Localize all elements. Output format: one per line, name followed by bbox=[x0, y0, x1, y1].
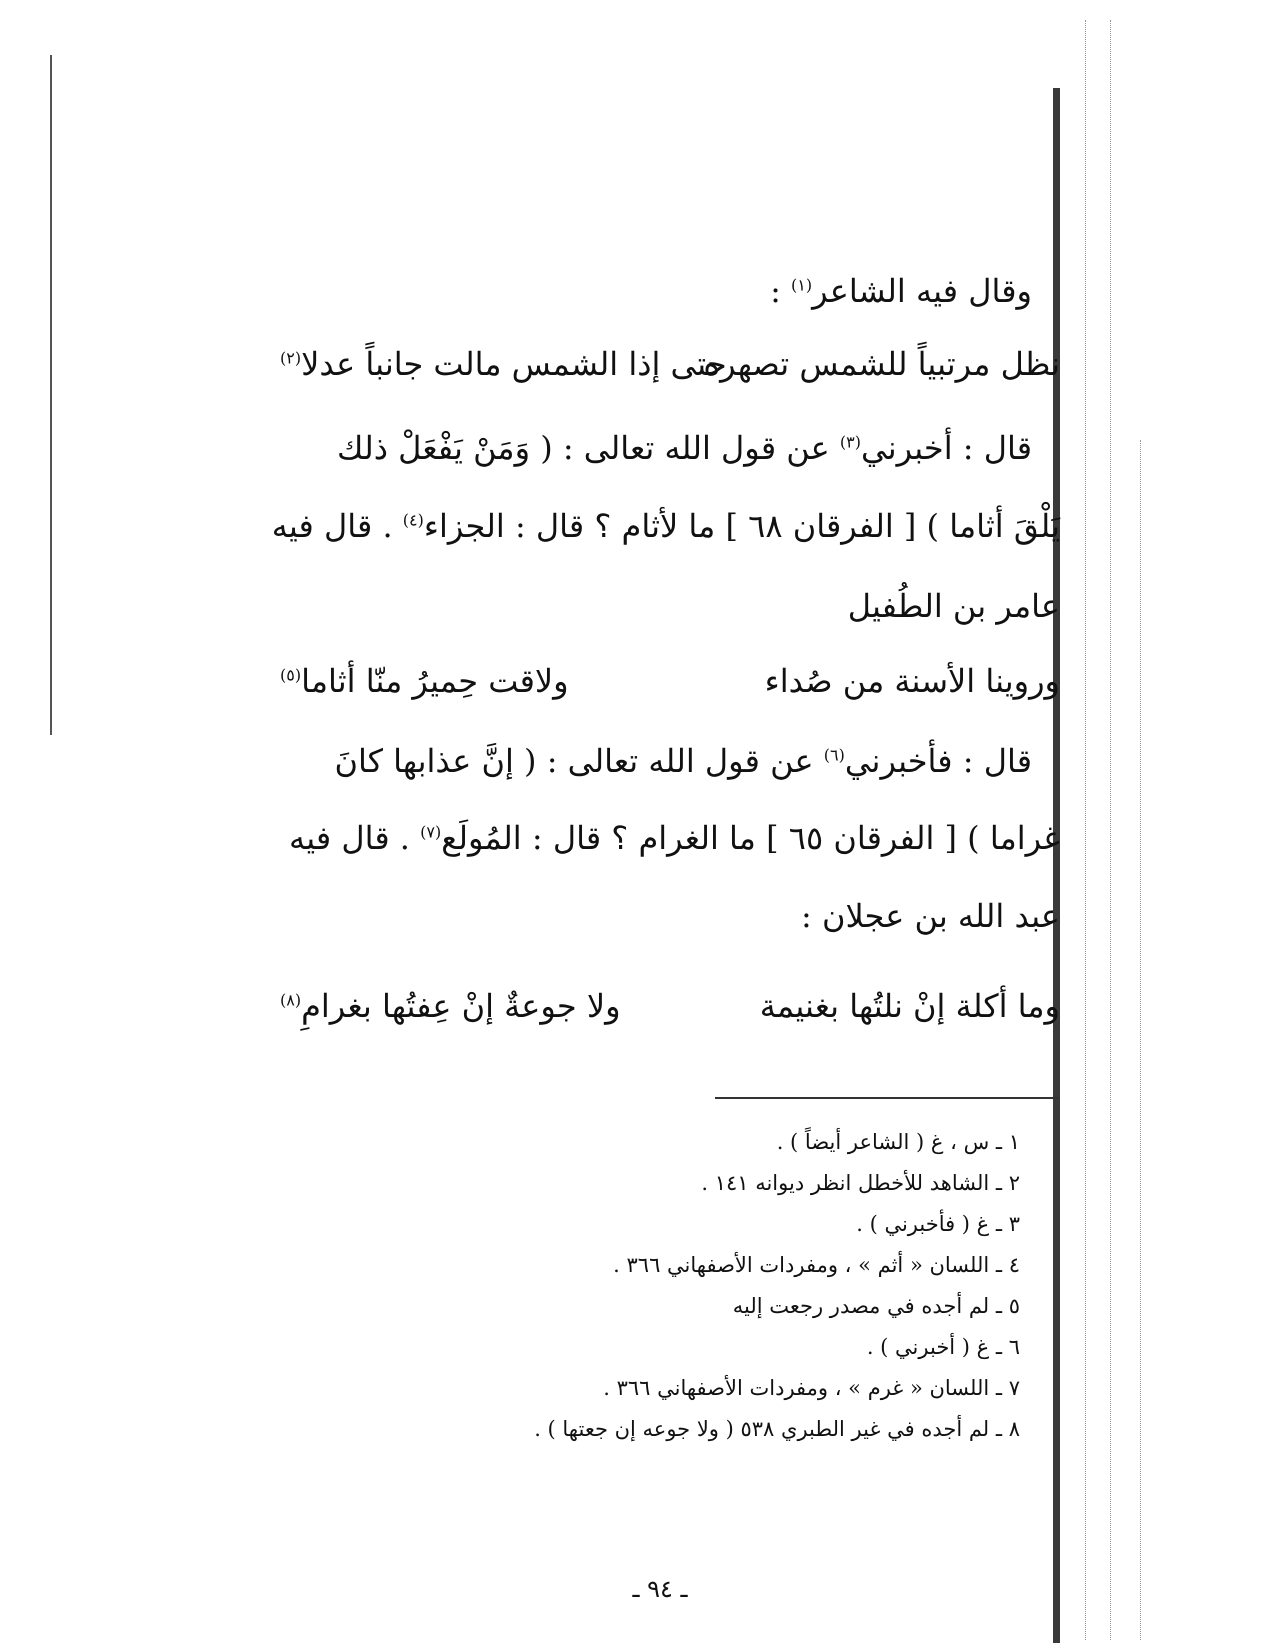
left-margin-line bbox=[50, 55, 52, 735]
verse-second-hemistich bbox=[280, 662, 569, 700]
footnote-ref: (٨) bbox=[280, 990, 302, 1010]
line-tail: . قال فيه bbox=[271, 507, 403, 545]
line-text: غراما ) [ الفرقان ٦٥ ] ما الغرام ؟ قال : المُولَع bbox=[441, 819, 1060, 857]
footnote-item: ٧ ـ اللسان « غرم » ، ومفردات الأصفهاني ٣٦٦ . bbox=[603, 1376, 1020, 1400]
scan-dots bbox=[1110, 20, 1111, 1640]
scan-dots bbox=[1085, 20, 1086, 1640]
footnote-item: ٨ ـ لم أجده في غير الطبري ٥٣٨ ( ولا جوعه إن جعتها ) . bbox=[534, 1417, 1020, 1441]
text-line bbox=[847, 587, 1060, 625]
line-text: يَلْقَ أثاما ) [ الفرقان ٦٨ ] ما لأثام ؟ قال : الجزاء bbox=[423, 507, 1060, 545]
text-line bbox=[271, 507, 1060, 545]
verse-line bbox=[280, 345, 1060, 388]
right-binding-edge bbox=[1053, 88, 1060, 1643]
line-text: وقال فيه الشاعر bbox=[812, 272, 1032, 310]
footnote-item: ٣ ـ غ ( فأخبرني ) . bbox=[856, 1212, 1020, 1236]
line-tail: عن قول الله تعالى : ( إنَّ عذابها كانَ bbox=[334, 742, 824, 780]
line-tail: عن قول الله تعالى : ( وَمَنْ يَفْعَلْ ذلك bbox=[336, 429, 840, 467]
footnote-ref: (٧) bbox=[420, 822, 442, 842]
footnote-item: ٥ ـ لم أجده في مصدر رجعت إليه bbox=[732, 1294, 1020, 1318]
scan-dots bbox=[1140, 440, 1141, 1640]
text-line bbox=[800, 897, 1060, 935]
line-text: عبد الله بن عجلان : bbox=[800, 897, 1060, 935]
footnote-separator bbox=[715, 1097, 1060, 1099]
verse-line bbox=[280, 662, 1060, 705]
footnote-item: ٦ ـ غ ( أخبرني ) . bbox=[866, 1335, 1020, 1359]
line-text: قال : أخبرني bbox=[861, 429, 1032, 467]
page-number: ـ ٩٤ ـ bbox=[632, 1575, 688, 1603]
footnote-ref: (٤) bbox=[402, 510, 424, 530]
line-tail: : bbox=[770, 272, 792, 310]
footnote-ref: (١) bbox=[791, 275, 813, 295]
text-line bbox=[289, 819, 1060, 857]
footnote-ref: (٥) bbox=[280, 665, 302, 685]
verse-text: حتى إذا الشمس مالت جانباً عدلا bbox=[301, 345, 727, 383]
footnotes bbox=[260, 1122, 1020, 1450]
footnote-ref: (٦) bbox=[823, 745, 845, 765]
text-line bbox=[334, 742, 1032, 780]
verse-line bbox=[280, 987, 1060, 1030]
verse-first-hemistich: وما أكلة إنْ نلتُها بغنيمة bbox=[759, 987, 1060, 1025]
footnote-item: ١ ـ س ، غ ( الشاعر أيضاً ) . bbox=[776, 1130, 1020, 1154]
footnote-item: ٢ ـ الشاهد للأخطل انظر ديوانه ١٤١ . bbox=[701, 1171, 1020, 1195]
footnote-ref: (٣) bbox=[839, 432, 862, 452]
line-text: عامر بن الطُفيل bbox=[847, 587, 1060, 625]
footnote-item: ٤ ـ اللسان « أثم » ، ومفردات الأصفهاني ٣٦٦ . bbox=[613, 1253, 1020, 1277]
text-line bbox=[336, 429, 1032, 467]
footnote-ref: (٢) bbox=[280, 348, 302, 368]
verse-text: ولا جوعةٌ إنْ عِفتُها بغرامِ bbox=[301, 987, 621, 1025]
line-tail: . قال فيه bbox=[289, 819, 421, 857]
verse-first-hemistich: نظل مرتبياً للشمس تصهره bbox=[703, 345, 1060, 383]
verse-text: ولاقت حِميرُ منّا أثاما bbox=[301, 662, 569, 700]
verse-first-hemistich: وروينا الأسنة من صُداء bbox=[764, 662, 1060, 700]
text-line bbox=[770, 272, 1032, 310]
verse-second-hemistich bbox=[280, 987, 621, 1025]
line-text: قال : فأخبرني bbox=[844, 742, 1032, 780]
verse-second-hemistich bbox=[280, 345, 727, 383]
